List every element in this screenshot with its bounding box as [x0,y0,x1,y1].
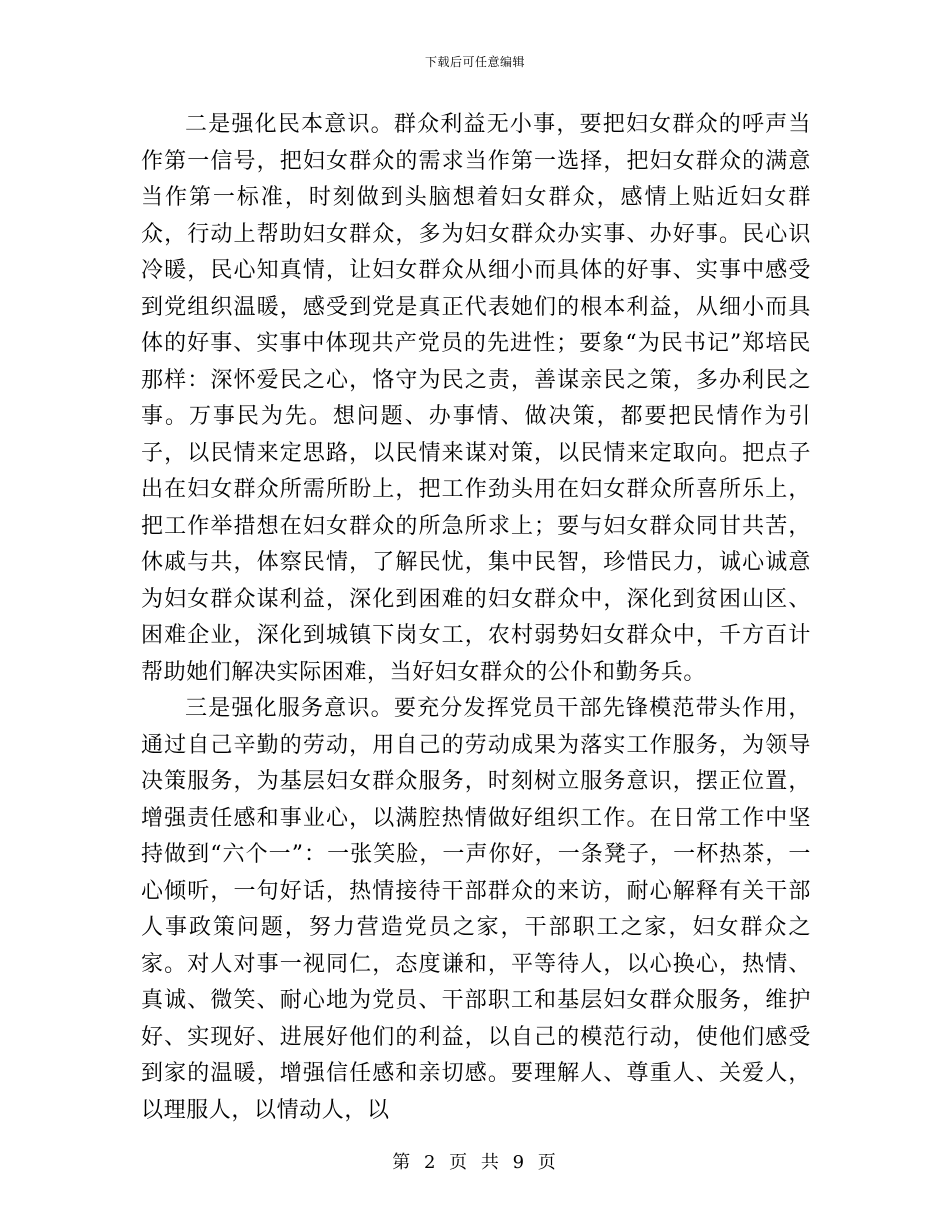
page-header: 下载后可任意编辑 [424,55,525,69]
document-body [141,107,811,1129]
paragraph-people-oriented: 二是强化民本意识。群众利益无小事，要把妇女群众的呼声当作第一信号，把妇女群众的需求当作第一选择，把妇女群众的满意当作第一标准，时刻做到头脑想着妇女群众，感情上贴近妇女群众，行动上帮助妇女群众，多为妇女群众办实事、办好事。民心识冷暖，民心知真情，让妇女群众从细小而具体的好事、实事中感受到党组织温暖，感受到党是真正代表她们的根本利益，从细小而具体的好事、实事中体现共产党员的先进性；要象“为民书记”郑培民那样：深怀爱民之心，恪守为民之责，善谋亲民之策，多办利民之事。万事民为先。想问题、办事情、做决策，都要把民情作为引子，以民情来定思路，以民情来谋对策，以民情来定取向。把点子出在妇女群众所需所盼上，把工作劲头用在妇女群众所喜所乐上，把工作举措想在妇女群众的所急所求上；要与妇女群众同甘共苦，休戚与共，体察民情，了解民忧，集中民智，珍惜民力，诚心诚意为妇女群众谋利益，深化到困难的妇女群众中，深化到贫困山区、困难企业，深化到城镇下岗女工，农村弱势妇女群众中，千方百计帮助她们解决实际困难，当好妇女群众的公仆和勤务兵。 [141,112,811,685]
page-footer: 第 2 页 共 9 页 [392,1152,558,1173]
paragraph-service-awareness: 三是强化服务意识。要充分发挥党员干部先锋模范带头作用，通过自己辛勤的劳动，用自己的劳动成果为落实工作服务，为领导决策服务，为基层妇女群众服务，时刻树立服务意识，摆正位置，增强责任感和事业心，以满腔热情做好组织工作。在日常工作中坚持做到“六个一”：一张笑脸，一声你好，一条凳子，一杯热茶，一心倾听，一句好话，热情接待干部群众的来访，耐心解释有关干部人事政策问题，努力营造党员之家，干部职工之家，妇女群众之家。对人对事一视同仁，态度谦和，平等待人，以心换心，热情、真诚、微笑、耐心地为党员、干部职工和基层妇女群众服务，维护好、实现好、进展好他们的利益，以自己的模范行动，使他们感受到家的温暖，增强信任感和亲切感。要理解人、尊重人、关爱人，以理服人，以情动人，以 [141,696,811,1123]
